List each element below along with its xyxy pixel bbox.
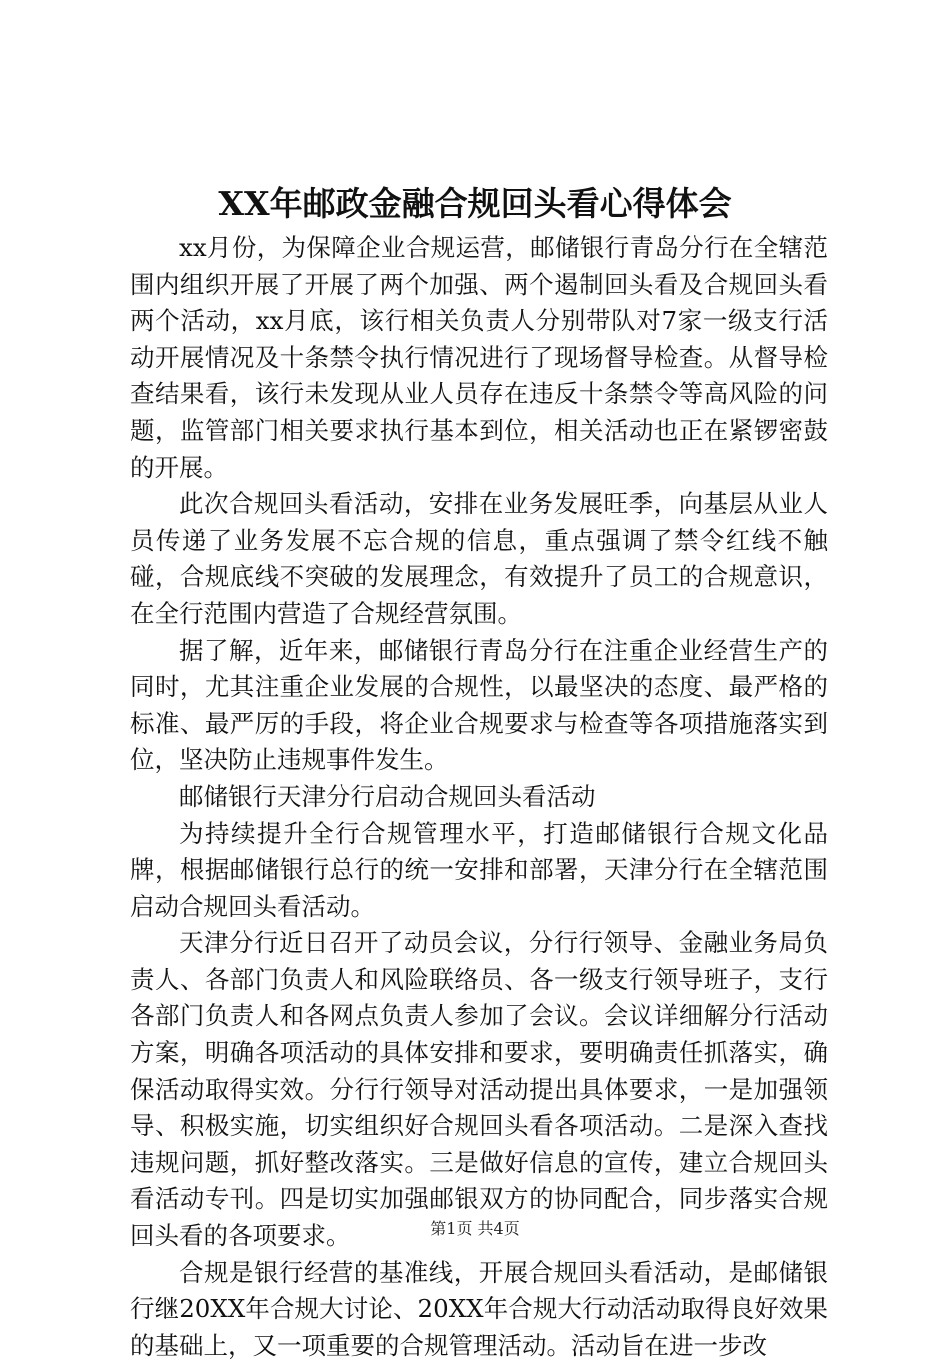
document-title: XX年邮政金融合规回头看心得体会 xyxy=(218,184,732,223)
paragraph: xx月份，为保障企业合规运营，邮储银行青岛分行在全辖范围内组织开展了开展了两个加强、两个遏制回头看及合规回头看两个活动，xx月底，该行相关负责人分别带队对7家一级支行活动开展情况及十条禁令执行情况进行了现场督导检查。从督导检查结果看，该行未发现从业人员存在违反十条禁令等高风险的问题，监管部门相关要求执行基本到位，相关活动也正在紧锣密鼓的开展。 xyxy=(130,233,828,482)
paragraph: 此次合规回头看活动，安排在业务发展旺季，向基层从业人员传递了业务发展不忘合规的信息，重点强调了禁令红线不触碰，合规底线不突破的发展理念，有效提升了员工的合规意识，在全行范围内营造了合规经营氛围。 xyxy=(130,489,828,628)
section-subheading: 邮储银行天津分行启动合规回头看活动 xyxy=(179,781,596,811)
paragraph: 合规是银行经营的基准线，开展合规回头看活动，是邮储银行继20XX年合规大讨论、20XX年合规大行动活动取得良好效果的基础上，又一项重要的合规管理活动。活动旨在进一步改 xyxy=(130,1257,828,1360)
paragraph: 为持续提升全行合规管理水平，打造邮储银行合规文化品牌，根据邮储银行总行的统一安排和部署，天津分行在全辖范围启动合规回头看活动。 xyxy=(130,818,828,921)
document-body xyxy=(130,230,828,1364)
paragraph: 据了解，近年来，邮储银行青岛分行在注重企业经营生产的同时，尤其注重企业发展的合规性，以最坚决的态度、最严格的标准、最严厉的手段，将企业合规要求与检查等各项措施落实到位，坚决防止违规事件发生。 xyxy=(130,635,828,775)
paragraph: 天津分行近日召开了动员会议，分行行领导、金融业务局负责人、各部门负责人和风险联络员、各一级支行领导班子，支行各部门负责人和各网点负责人参加了会议。会议详细解分行活动方案，明确各项活动的具体安排和要求，要明确责任抓落实，确保活动取得实效。分行行领导对活动提出具体要求，一是加强领导、积极实施，切实组织好合规回头看各项活动。二是深入查找违规问题，抓好整改落实。三是做好信息的宣传，建立合规回头看活动专刊。四是切实加强邮银双方的协同配合，同步落实合规回头看的各项要求。 xyxy=(130,928,828,1251)
page-number-footer: 第1页 共4页 xyxy=(430,1219,520,1238)
